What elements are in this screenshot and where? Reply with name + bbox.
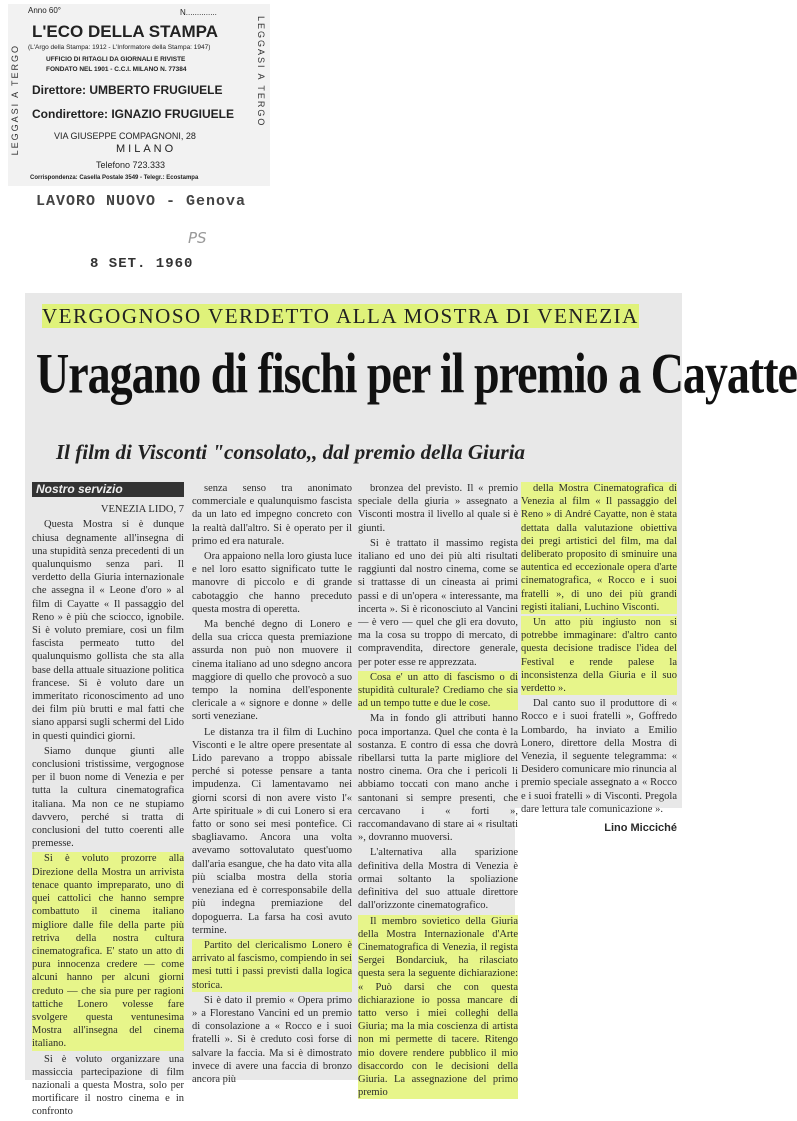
paragraph: Si è dato il premio « Opera primo » a Florestano Vancini ed un premio di consolazione a « Rocco e i suoi fratelli ». Si è creduto così forse di salvare la faccia. Ma si è dimostrato invece di avere una faccia di bronzo ancora più <box>192 994 352 1085</box>
paragraph: Ma benché degno di Lonero e della sua cricca questa premiazione assurda non può non muovere il cinema italiano ad uno sdegno ancora maggiore di quello che provocò a suo tempo la nomina dell'esponente clericale a « signore e donne » delle sorti veneziane. <box>192 619 352 723</box>
article-column-3 <box>358 482 518 1101</box>
stamp-city: MILANO <box>116 143 177 155</box>
stamp-anno: Anno 60° <box>28 6 62 15</box>
paragraph: Questa Mostra si è dunque chiusa degnamente all'insegna di una stupidità senza precedenti di un qualunquismo senza pari. Il verdetto della Giuria internazionale che assegna il « Leone d'oro » al film di Cayatte « Il passaggio del Reno » è più che sciocco, ignobile. Si è voluto premiare, così un film fascista permeato tutto del qualunquismo gollista che sta alla base della attuale situazione politica francese. Si è voluto dare un immeritato riconoscimento ad uno dei film più brutti e mal fatti che siano apparsi sugli schermi del Lido in questi quindici giorni. <box>32 519 184 742</box>
paragraph: Siamo dunque giunti alle conclusioni tristissime, vergognose per il buon nome di Venezia e per tutta la cultura cinematografica italiana. Ma non ce ne stupiamo davvero, perché si tratta di conclusioni del tutto coerenti alle premesse. <box>32 745 184 850</box>
article-column-1 <box>32 482 184 1121</box>
highlighted-paragraph: della Mostra Cinematografica di Venezia al film « Il passaggio del Reno » di André Cayatte, non è stata dettata dalla valutazione obiettiva dei pregi artistici del film, ma dal deliberato proposito di sminuire una autentica ed eccezionale opera d'arte cinematografica, « Rocco e i suoi fratelli », di uno dei più grandi registi italiani, Luchino Visconti. <box>521 483 677 613</box>
highlighted-paragraph: Un atto più ingiusto non si potrebbe immaginare: d'altro canto questa decisione tradisce l'idea del Festival e rende palese la inconsistenza della Giuria e il suo verdetto ». <box>521 617 677 695</box>
paragraph: Ma in fondo gli attributi hanno poca importanza. Quel che conta è la sostanza. E contro di essa che dovrà ribellarsi tutta la parte migliore del nostro cinema. Ora che i pericoli li abbiamo toccati con mano anche i santonani si sempre presenti, che cercavano i « forti », raccomandavano di stare ai « risultati », dovranno muoversi. <box>358 713 518 844</box>
paragraph: Ora appaiono nella loro giusta luce e nel loro esatto significato tutte le manovre di piccolo e di grande cabotaggio che hanno preceduto questa mostra di operetta. <box>192 551 352 615</box>
stamp-side-left: LEGGASI A TERGO <box>10 44 20 156</box>
stamp-office-line-1: UFFICIO DI RITAGLI DA GIORNALI E RIVISTE <box>46 56 186 63</box>
stamp-director: Direttore: UMBERTO FRUGIUELE <box>32 83 223 97</box>
article-column-4 <box>521 482 677 835</box>
paragraph: bronzea del previsto. Il « premio speciale della giuria » assegnato a Visconti mostra il livello al quale si è giunti. <box>358 483 518 534</box>
service-label: Nostro servizio <box>32 482 184 497</box>
article-kicker: VERGOGNOSO VERDETTO ALLA MOSTRA DI VENEZIA <box>42 304 639 328</box>
stamp-correspondence: Corrispondenza: Casella Postale 3549 - Telegr.: Ecostampa <box>30 175 199 181</box>
stamp-phone: Telefono 723.333 <box>96 160 166 170</box>
stamp-side-right: LEGGASI A TERGO <box>256 16 266 128</box>
stamp-codirector: Condirettore: IGNAZIO FRUGIUELE <box>32 107 234 121</box>
highlighted-paragraph: Il membro sovietico della Giuria della Mostra Internazionale d'Arte Cinematografica di Venezia, il regista Sergei Bondarciuk, ha rilasciato questa sera la seguente dichiarazione: « Può darsi che con questa dichiarazione io possa mancare di tatto verso i miei colleghi della Giuria; ma la mia coscienza di artista non mi permette di tacere. Ritengo mio dovere rendere pubblico il mio disaccordo con le decisioni della Giuria. La assegnazione del primo premio <box>358 915 518 1099</box>
stamp-address: VIA GIUSEPPE COMPAGNONI, 28 <box>54 131 196 141</box>
clipping-stamp <box>8 4 270 186</box>
paragraph: Dal canto suo il produttore di « Rocco e i suoi fratelli », Goffredo Lombardo, ha inviato a Emilio Lonero, direttore della Mostra di Venezia, il seguente telegramma: « Desidero comunicare mio rinuncia al premio speciale assegnato a « Rocco e i suoi fratelli » di Visconti. Pregola dare lettura tale comunicazione ». <box>521 698 677 815</box>
author-signature: Lino Micciché <box>604 822 677 835</box>
dateline: VENEZIA LIDO, 7 <box>100 504 184 516</box>
paragraph: senza senso tra anonimato commerciale e qualunquismo fascista da un lato ed impegno concreto con la realtà dall'altro. Si è operato per il primo ed era naturale. <box>192 483 352 547</box>
pencil-note: PS <box>188 229 207 247</box>
article-subheadline: Il film di Visconti "consolato,, dal premio della Giuria <box>56 440 526 464</box>
article-headline: Uragano di fischi per il premio a Cayatte <box>36 341 797 405</box>
paragraph: Le distanza tra il film di Luchino Visconti e le altre opere presentate al Lido parevano a troppo abissale perché si potesse pensare a tanta impudenza. Ci lamentavamo nei giorni scorsi di non avere visto l'« Arte spirituale » di cui Lonero si era fatto or sono sei mesi pontefice. Ci sbagliavamo. Ancora una volta avevamo sottovalutato quest'uomo dall'aria esangue, che ha dato vita alla più scialba mostra della storia veneziana ed è corresponsabile della più indegna premiazione del dopoguerra. La farsa ha così avuto termine. <box>192 726 352 936</box>
stamp-brand: L'ECO DELLA STAMPA <box>32 22 218 41</box>
highlighted-paragraph: Cosa e' un atto di fascismo o di stupidità culturale? Crediamo che sia ad un tempo tutte e due le cose. <box>358 671 518 710</box>
stamp-office-line-2: FONDATO NEL 1901 - C.C.I. MILANO N. 77384 <box>46 66 187 73</box>
stamp-subtitle: (L'Argo della Stampa: 1912 - L'Informatore della Stampa: 1947) <box>28 44 211 51</box>
paragraph: Si è trattato il massimo regista italiano ed uno dei più alti risultati raggiunti dal nostro cinema, come se si trattasse di un cineasta ai primi passi e di un'opera « interessante, ma incerta ». Si è riconosciuto al Vancini — è vero — quel che gli era dovuto, ma la cosa su troppo di mercato, di compravendita, directore generale, per poter esse re apprezzata. <box>358 537 518 668</box>
paragraph: Si è voluto organizzare una massiccia partecipazione di film nazionali a questa Mostra, solo per mortificare il nostro cinema e in confronto <box>32 1053 184 1118</box>
newspaper-name: LAVORO NUOVO - Genova <box>36 193 247 210</box>
highlighted-paragraph: Partito del clericalismo Lonero è arrivato al fascismo, compiendo in sei mesi tutti i passi previsti dalla logica storica. <box>192 939 352 991</box>
clipping-cut-corner <box>515 808 682 1080</box>
paragraph: L'alternativa alla sparizione definitiva della Mostra di Venezia è ormai soltanto la spoliazione definitiva del suo attuale direttore dall'orizzonte cinematografico. <box>358 847 518 912</box>
article-column-2 <box>192 482 352 1088</box>
clipping-date: 8 SET. 1960 <box>90 256 194 272</box>
stamp-number: N.............. <box>180 8 217 17</box>
highlighted-paragraph: Si è voluto prozorre alla Direzione della Mostra un arrivista tenace quanto impreparato, uno di quei cattolici che hanno sempre combattuto il cinema italiano migliore dalle file della parte più retriva della nostra cultura cinematografica. E' stato un atto di pura innocenza credere — come alcuni hanno per alcuni giorni creduto — che sia pure per ragioni tattiche Lonero volesse fare svolgere questa ventunesima Mostra all'insegna del cinema italiano. <box>32 853 184 1050</box>
